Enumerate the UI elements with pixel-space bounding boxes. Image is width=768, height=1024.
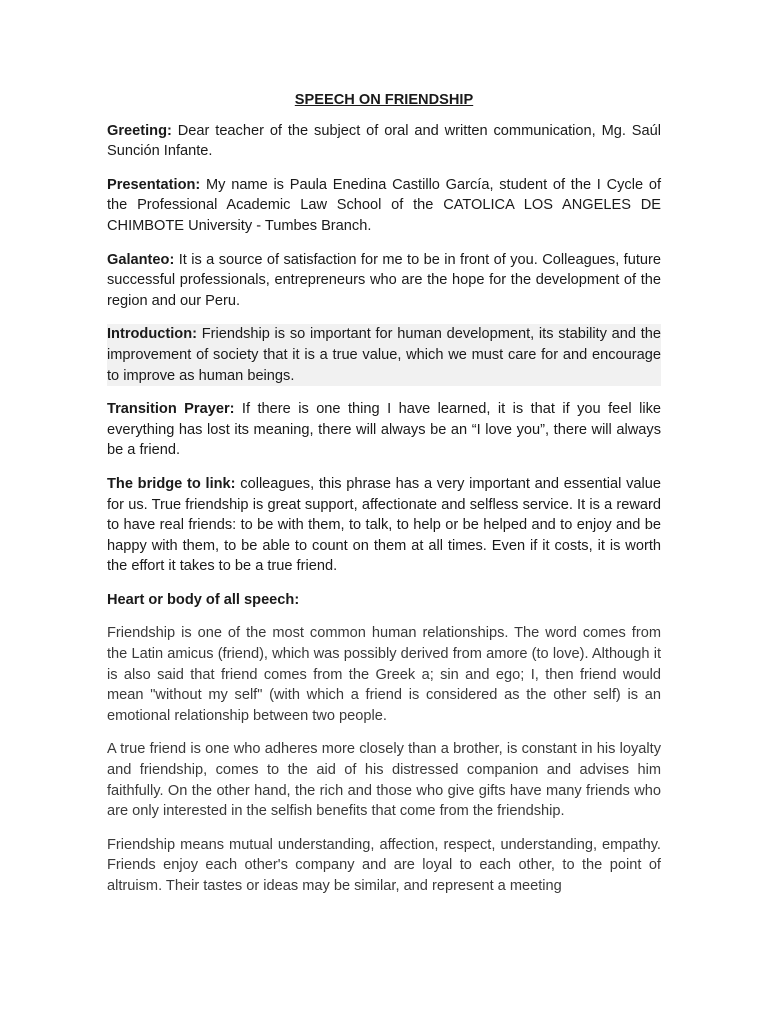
presentation-text: My name is Paula Enedina Castillo García, student of the I Cycle of the Professional Academic Law School of the CATOLICA LOS ANGELES DE CHIMBOTE University - Tumbes Branch.	[107, 176, 661, 234]
body-paragraph: Friendship is one of the most common human relationships. The word comes from the Latin amicus (friend), which was possibly derived from amore (to love). Although it is also said that friend comes from the Greek a; sin and ego; I, then friend would mean "without my self" (with which a friend is considered as the other self) is an emotional relationship between two people.	[107, 625, 661, 724]
document-content	[107, 90, 661, 910]
presentation-paragraph	[107, 175, 661, 237]
bridge-text: colleagues, this phrase has a very important and essential value for us. True friendship is great support, affectionate and selfless service. It is a reward to have real friends: to be with them, to talk, to help or be helped and to enjoy and be happy with them, to be able to count on them at all times. Even if it costs, it is worth the effort it takes to be a true friend.	[107, 475, 661, 575]
body-paragraph: A true friend is one who adheres more closely than a brother, is constant in his loyalty and friendship, comes to the aid of his distressed companion and advises him faithfully. On the other hand, the rich and those who give gifts have many friends who are only interested in the selfish benefits that come from the friendship.	[107, 741, 661, 820]
presentation-label: Presentation:	[107, 176, 201, 193]
greeting-label: Greeting:	[107, 122, 172, 139]
transition-paragraph	[107, 399, 661, 461]
document-title: SPEECH ON FRIENDSHIP	[294, 92, 474, 108]
greeting-paragraph	[107, 121, 661, 162]
bridge-label: The bridge to link:	[107, 475, 236, 492]
galanteo-text: It is a source of satisfaction for me to be in front of you. Colleagues, future successful professionals, entrepreneurs who are the hope for the development of the region and our Peru.	[107, 251, 661, 309]
greeting-text: Dear teacher of the subject of oral and written communication, Mg. Saúl Sunción Infante.	[107, 122, 661, 160]
introduction-text: Friendship is so important for human development, its stability and the improvement of society that it is a true value, which we must care for and encourage to improve as human beings.	[107, 326, 661, 384]
galanteo-paragraph	[107, 250, 661, 312]
transition-label: Transition Prayer:	[107, 401, 235, 418]
galanteo-label: Galanteo:	[107, 251, 175, 268]
transition-text: If there is one thing I have learned, it is that if you feel like everything has lost its meaning, there will always be an “I love you”, there will always be a friend.	[107, 401, 661, 459]
introduction-label: Introduction:	[107, 326, 197, 343]
body-paragraph: Friendship means mutual understanding, affection, respect, understanding, empathy. Friends enjoy each other's company and are loyal to each other, to the point of altruism. Their tastes or ideas may be similar, and represent a meeting	[107, 836, 661, 894]
bridge-paragraph	[107, 474, 661, 577]
introduction-paragraph	[107, 324, 661, 386]
body-heading: Heart or body of all speech:	[107, 591, 300, 608]
